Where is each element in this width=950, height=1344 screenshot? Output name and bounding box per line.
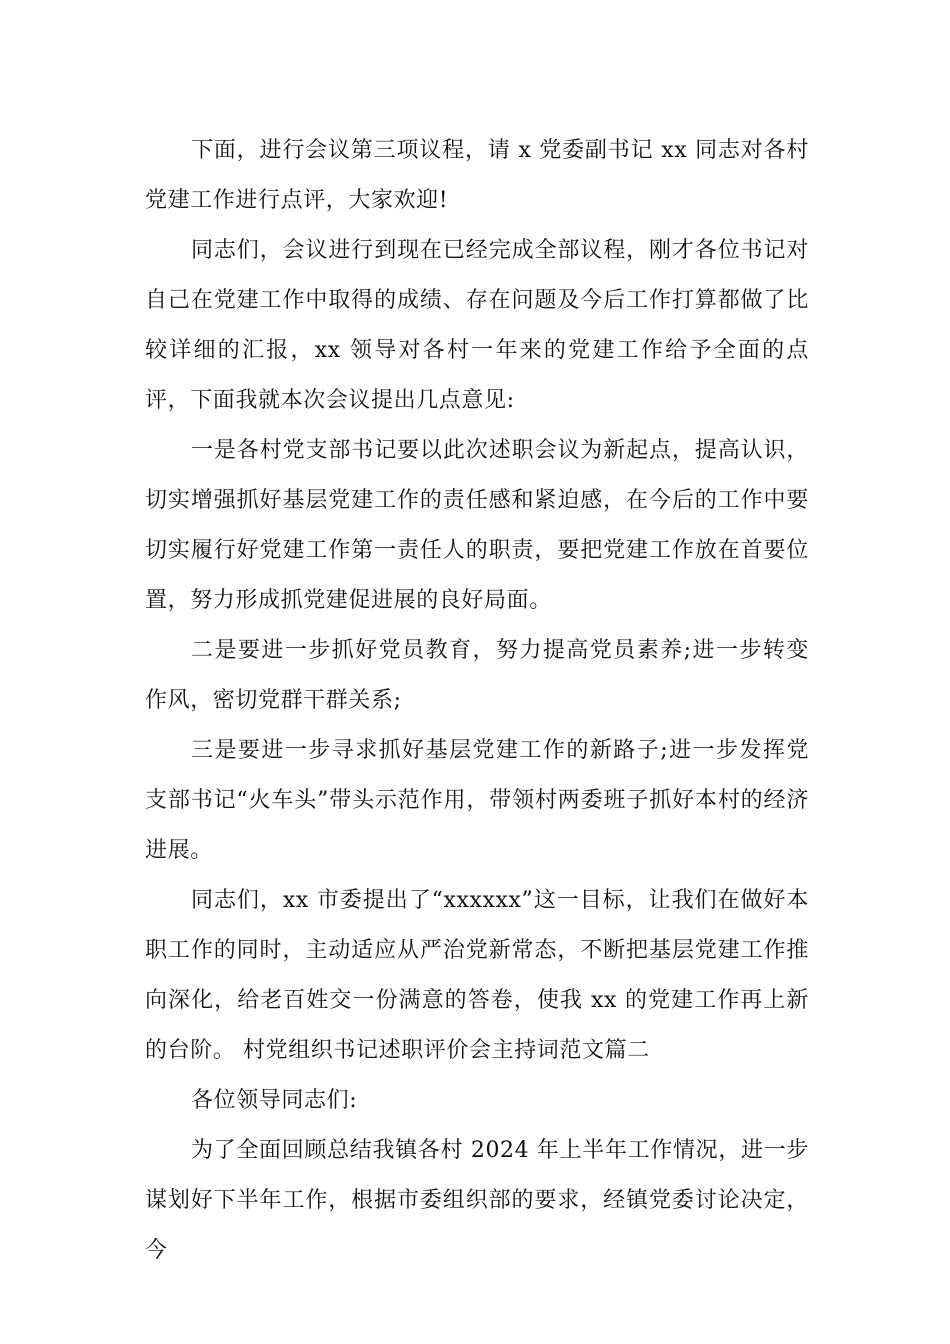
paragraph-meeting-summary: 同志们，会议进行到现在已经完成全部议程，刚才各位书记对自己在党建工作中取得的成绩、存在问题及今后工作打算都做了比较详细的汇报，xx 领导对各村一年来的党建工作给予全面的点评，下面我就本次会议提出几点意见: <box>145 238 809 413</box>
paragraph-point-one: 一是各村党支部书记要以此次述职会议为新起点，提高认识，切实增强抓好基层党建工作的责任感和紧迫感，在今后的工作中要切实履行好党建工作第一责任人的职责，要把党建工作放在首要位置，努力形成抓党建促进展的良好局面。 <box>145 438 809 613</box>
paragraph-agenda-item-three: 下面，进行会议第三项议程，请 x 党委副书记 xx 同志对各村党建工作进行点评，大家欢迎! <box>145 138 809 213</box>
paragraph-opening: 为了全面回顾总结我镇各村 2024 年上半年工作情况，进一步谋划好下半年工作，根据市委组织部的要求，经镇党委讨论决定，今 <box>145 1138 809 1263</box>
document-body <box>145 126 809 1276</box>
paragraph-point-two: 二是要进一步抓好党员教育，努力提高党员素养;进一步转变作风，密切党群干群关系; <box>145 638 809 713</box>
paragraph-salutation: 各位领导同志们: <box>191 1088 358 1113</box>
paragraph-closing: 同志们，xx 市委提出了“xxxxxx”这一目标，让我们在做好本职工作的同时，主动适应从严治党新常态，不断把基层党建工作推向深化，给老百姓交一份满意的答卷，使我 xx 的党建工作再上新的台阶。 村党组织书记述职评价会主持词范文篇二 <box>145 888 809 1063</box>
paragraph-point-three: 三是要进一步寻求抓好基层党建工作的新路子;进一步发挥党支部书记“火车头”带头示范作用，带领村两委班子抓好本村的经济进展。 <box>145 738 809 863</box>
